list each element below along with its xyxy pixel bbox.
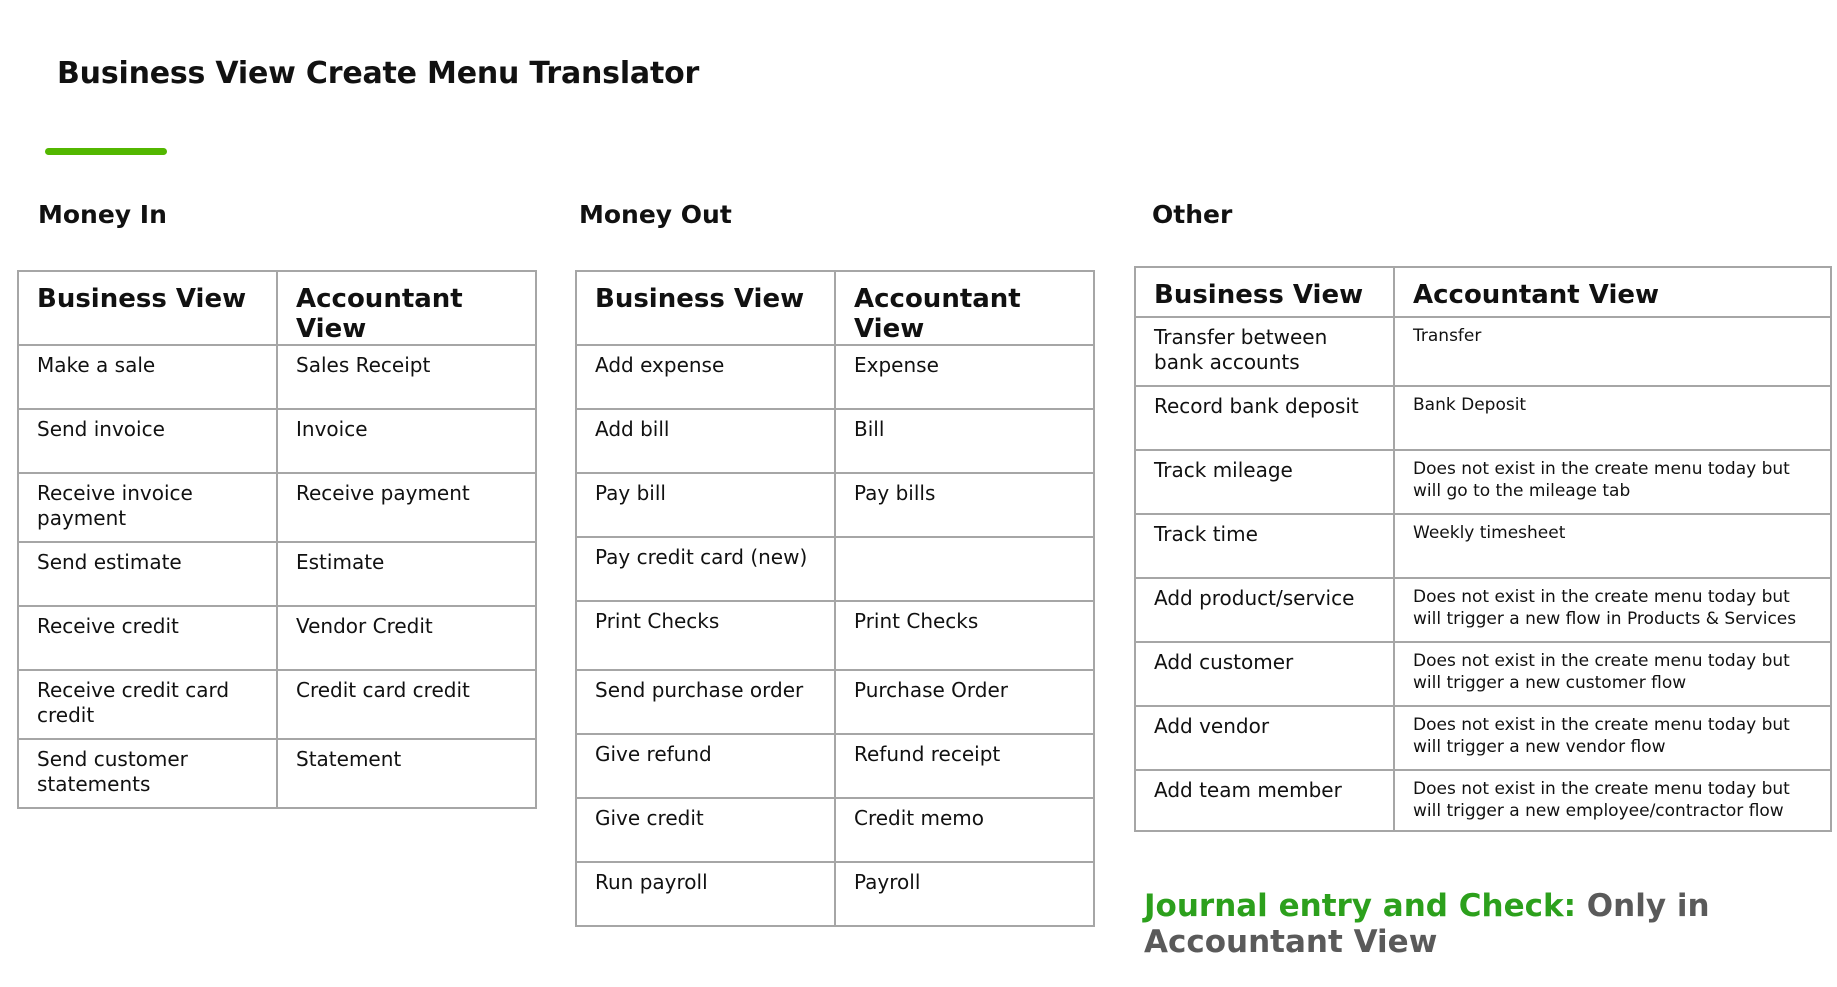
title-accent-bar: [45, 148, 167, 155]
table-row: [576, 473, 1094, 537]
accountant-view-cell: Purchase Order: [835, 670, 1094, 734]
other-table: [1134, 266, 1832, 832]
table-row: [576, 734, 1094, 798]
note-text: Only in Accountant View: [1144, 888, 1710, 960]
column-header-business-view: Business View: [1135, 267, 1394, 317]
accountant-view-cell: Statement: [277, 739, 536, 808]
table-row: [1135, 770, 1831, 831]
table-header-row: [18, 271, 536, 345]
column-header-accountant-view: Accountant View: [835, 271, 1094, 345]
page-title: Business View Create Menu Translator: [57, 56, 700, 91]
accountant-view-cell: Print Checks: [835, 601, 1094, 670]
accountant-view-cell: Does not exist in the create menu today but will go to the mileage tab: [1394, 450, 1831, 514]
business-view-cell: Receive invoice payment: [18, 473, 277, 542]
table-row: [18, 606, 536, 670]
accountant-view-cell: Transfer: [1394, 317, 1831, 386]
business-view-cell: Track time: [1135, 514, 1394, 578]
business-view-cell: Print Checks: [576, 601, 835, 670]
accountant-view-cell: Receive payment: [277, 473, 536, 542]
accountant-view-cell: Payroll: [835, 862, 1094, 926]
table-row: [1135, 706, 1831, 770]
column-header-accountant-view: Accountant View: [277, 271, 536, 345]
journal-entry-note: [1144, 888, 1814, 960]
accountant-view-cell: Weekly timesheet: [1394, 514, 1831, 578]
accountant-view-cell: Credit card credit: [277, 670, 536, 739]
other-heading: Other: [1152, 200, 1233, 229]
money-out-heading: Money Out: [579, 200, 732, 229]
accountant-view-cell: Bank Deposit: [1394, 386, 1831, 450]
business-view-cell: Add team member: [1135, 770, 1394, 831]
business-view-cell: Make a sale: [18, 345, 277, 409]
money-in-body: [18, 345, 536, 808]
accountant-view-cell: Invoice: [277, 409, 536, 473]
table-header-row: [576, 271, 1094, 345]
table-row: [576, 798, 1094, 862]
money-in-heading: Money In: [38, 200, 167, 229]
table-row: [1135, 450, 1831, 514]
column-header-business-view: Business View: [18, 271, 277, 345]
business-view-cell: Add product/service: [1135, 578, 1394, 642]
table-row: [576, 670, 1094, 734]
business-view-cell: Send estimate: [18, 542, 277, 606]
table-row: [18, 670, 536, 739]
column-header-business-view: Business View: [576, 271, 835, 345]
table-row: [1135, 642, 1831, 706]
table-header-row: [1135, 267, 1831, 317]
business-view-cell: Send invoice: [18, 409, 277, 473]
table-row: [576, 601, 1094, 670]
table-row: [576, 537, 1094, 601]
accountant-view-cell: Estimate: [277, 542, 536, 606]
table-row: [18, 345, 536, 409]
business-view-cell: Send purchase order: [576, 670, 835, 734]
business-view-cell: Record bank deposit: [1135, 386, 1394, 450]
table-row: [576, 862, 1094, 926]
table-row: [1135, 514, 1831, 578]
table-row: [576, 345, 1094, 409]
table-row: [18, 409, 536, 473]
accountant-view-cell: Credit memo: [835, 798, 1094, 862]
business-view-cell: Send customer statements: [18, 739, 277, 808]
table-row: [18, 473, 536, 542]
column-header-accountant-view: Accountant View: [1394, 267, 1831, 317]
business-view-cell: Add customer: [1135, 642, 1394, 706]
table-row: [18, 542, 536, 606]
accountant-view-cell: [835, 537, 1094, 601]
accountant-view-cell: Bill: [835, 409, 1094, 473]
table-row: [1135, 578, 1831, 642]
business-view-cell: Give refund: [576, 734, 835, 798]
table-row: [1135, 317, 1831, 386]
accountant-view-cell: Does not exist in the create menu today but will trigger a new vendor flow: [1394, 706, 1831, 770]
accountant-view-cell: Pay bills: [835, 473, 1094, 537]
accountant-view-cell: Does not exist in the create menu today but will trigger a new customer flow: [1394, 642, 1831, 706]
accountant-view-cell: Does not exist in the create menu today but will trigger a new employee/contractor flow: [1394, 770, 1831, 831]
business-view-cell: Pay bill: [576, 473, 835, 537]
business-view-cell: Pay credit card (new): [576, 537, 835, 601]
money-out-body: [576, 345, 1094, 926]
accountant-view-cell: Vendor Credit: [277, 606, 536, 670]
business-view-cell: Receive credit: [18, 606, 277, 670]
business-view-cell: Track mileage: [1135, 450, 1394, 514]
business-view-cell: Run payroll: [576, 862, 835, 926]
accountant-view-cell: Refund receipt: [835, 734, 1094, 798]
business-view-cell: Give credit: [576, 798, 835, 862]
money-in-table: [17, 270, 537, 809]
accountant-view-cell: Does not exist in the create menu today but will trigger a new flow in Products & Services: [1394, 578, 1831, 642]
business-view-cell: Add vendor: [1135, 706, 1394, 770]
business-view-cell: Add bill: [576, 409, 835, 473]
table-row: [576, 409, 1094, 473]
other-body: [1135, 317, 1831, 831]
business-view-cell: Add expense: [576, 345, 835, 409]
table-row: [1135, 386, 1831, 450]
business-view-cell: Receive credit card credit: [18, 670, 277, 739]
table-row: [18, 739, 536, 808]
business-view-cell: Transfer between bank accounts: [1135, 317, 1394, 386]
accountant-view-cell: Sales Receipt: [277, 345, 536, 409]
money-out-table: [575, 270, 1095, 927]
accountant-view-cell: Expense: [835, 345, 1094, 409]
note-highlight: Journal entry and Check:: [1144, 888, 1577, 924]
